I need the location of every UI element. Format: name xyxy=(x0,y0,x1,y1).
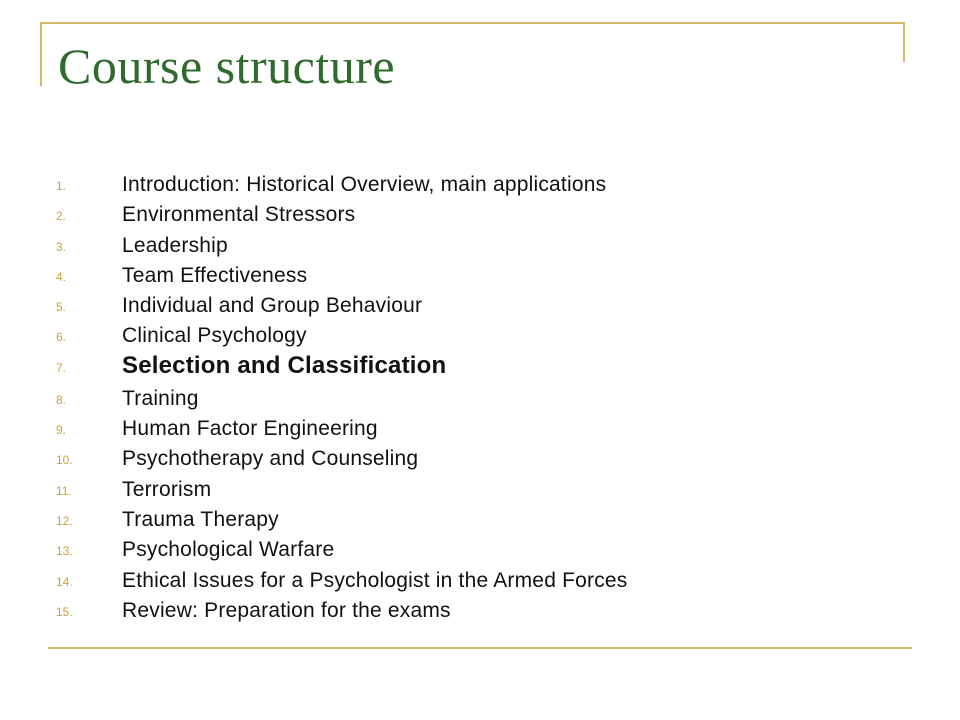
item-text: Trauma Therapy xyxy=(122,507,279,531)
item-text: Human Factor Engineering xyxy=(122,417,378,441)
item-text: Individual and Group Behaviour xyxy=(122,294,423,318)
item-number: 4. xyxy=(56,269,67,284)
item-number: 8. xyxy=(56,392,67,407)
item-text: Terrorism xyxy=(122,477,212,501)
slide-frame-bottom-rule xyxy=(48,647,912,649)
item-text: Leadership xyxy=(122,233,228,257)
item-number: 10. xyxy=(56,453,73,468)
item-text: Training xyxy=(122,386,199,410)
item-number: 9. xyxy=(56,423,67,438)
item-number: 11. xyxy=(56,483,72,498)
item-text: Psychotherapy and Counseling xyxy=(122,447,419,471)
item-text: Selection and Classification xyxy=(122,351,447,379)
item-number: 1. xyxy=(56,179,67,193)
slide-frame-top-rule xyxy=(40,22,905,24)
slide-frame-left-rule xyxy=(40,22,42,86)
item-text: Introduction: Historical Overview, main applications xyxy=(122,173,607,196)
slide-title: Course structure xyxy=(58,38,396,94)
item-number: 5. xyxy=(56,300,67,315)
item-number: 14. xyxy=(56,574,73,589)
item-number: 2. xyxy=(56,209,67,224)
slide-frame-right-rule xyxy=(903,22,905,62)
item-number: 15. xyxy=(56,604,73,619)
item-text: Environmental Stressors xyxy=(122,203,356,227)
item-text: Clinical Psychology xyxy=(122,324,307,348)
item-number: 13. xyxy=(56,544,73,559)
item-number: 6. xyxy=(56,330,67,345)
item-number: 3. xyxy=(56,239,67,254)
item-text: Ethical Issues for a Psychologist in the Armed Forces xyxy=(122,568,628,592)
item-number: 12. xyxy=(56,513,73,528)
item-text: Review: Preparation for the exams xyxy=(122,598,451,622)
item-text: Team Effectiveness xyxy=(122,263,308,287)
item-number: 7. xyxy=(56,360,67,375)
item-text: Psychological Warfare xyxy=(122,538,335,562)
